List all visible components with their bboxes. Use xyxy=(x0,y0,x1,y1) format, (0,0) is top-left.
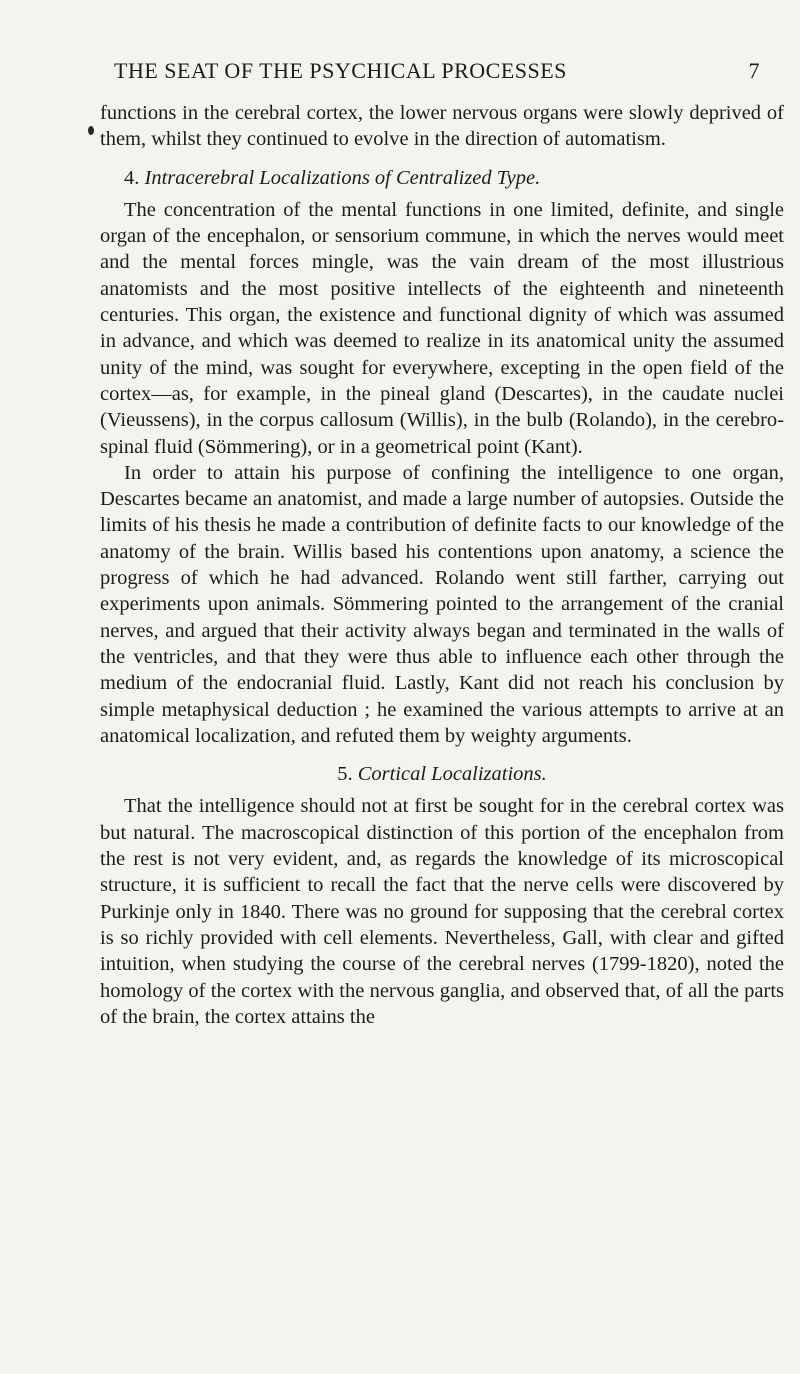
running-title: THE SEAT OF THE PSYCHICAL PROCESSES xyxy=(114,58,567,83)
section-title: Intracerebral Localizations of Centralized Type. xyxy=(144,166,541,189)
paragraph: That the intelligence should not at first be sought for in the cerebral cortex was but natural. The macroscopical distinction of this portion of the encephalon from the rest is not very evident, and, as regards the knowledge of its microscopical structure, it is sufficient to recall the fact that the nerve cells were discovered by Purkinje only in 1840. There was no ground for supposing that the cerebral cortex is so richly provided with cell elements. Nevertheless, Gall, with clear and gifted intuition, when studying the course of the cerebral nerves (1799-1820), noted the homology of the cortex with the nervous ganglia, and observed that, of all the parts of the brain, the cortex attains the xyxy=(100,795,784,1028)
section-title: Cortical Localizations. xyxy=(357,763,547,786)
section-heading-5 xyxy=(100,761,784,787)
paragraph-continued: functions in the cerebral cortex, the lower nervous organs were slowly deprived of them, whilst they continued to evolve in the direction of automatism. xyxy=(100,102,784,151)
page-number: 7 xyxy=(748,58,760,83)
paragraph: The concentration of the mental functions in one limited, definite, and single organ of the encephalon, or sensorium commune, in which the nerves would meet and the mental forces mingle, was the vain dream of the most illustrious anatomists and the most positive intellects of the eighteenth and nineteenth centuries. This organ, the existence and functional dignity of which was assumed in advance, and which was deemed to realize in its anatomical unity the assumed unity of the mind, was sought for everywhere, excepting in the open field of the cortex—as, for example, in the pineal gland (Descartes), in the caudate nuclei (Vieussens), in the corpus callosum (Willis), in the bulb (Rolando), in the cerebro-spinal fluid (Sömmering), or in a geometrical point (Kant). xyxy=(100,198,784,458)
body-text xyxy=(100,100,784,1030)
paragraph: In order to attain his purpose of confining the intelligence to one organ, Descartes became an anatomist, and made a large number of autopsies. Outside the limits of his thesis he made a contribution of definite facts to our knowledge of the anatomy of the brain. Willis based his contentions upon anatomy, a science the progress of which he had advanced. Rolando went still farther, carrying out experiments upon animals. Sömmering pointed to the arrangement of the cranial nerves, and argued that their activity always began and terminated in the walls of the ventricles, and that they were thus able to influence each other through the medium of the endocranial fluid. Lastly, Kant did not reach his conclusion by simple metaphysical deduction ; he examined the various attempts to arrive at an anatomical localization, and refuted them by weighty arguments. xyxy=(100,461,784,747)
ink-mark xyxy=(88,126,94,135)
section-heading-4 xyxy=(100,165,784,191)
running-head xyxy=(80,58,760,88)
section-number: 4. xyxy=(124,166,140,189)
section-number: 5. xyxy=(337,763,353,786)
